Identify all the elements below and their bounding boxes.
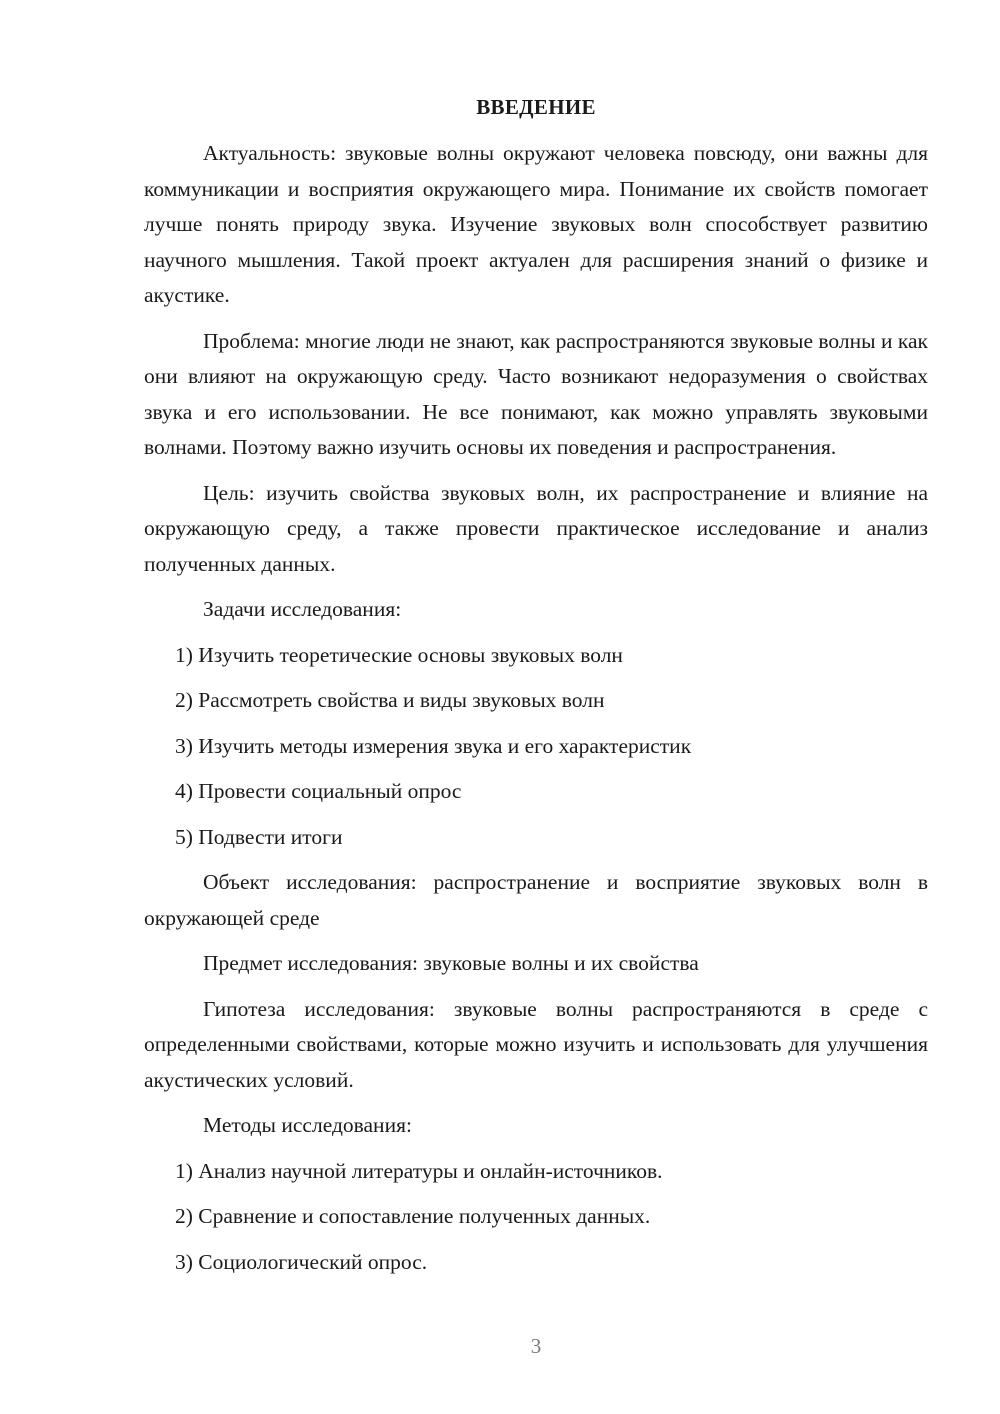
problem-paragraph: Проблема: многие люди не знают, как распространяются звуковые волны и как они влияют на окружающую среду. Часто возникают недоразумения о свойствах звука и его использовании. Не все понимают, как можно управлять звуковыми волнами. Поэтому важно изучить основы их поведения и распространения. <box>144 328 928 459</box>
relevance-paragraph: Актуальность: звуковые волны окружают человека повсюду, они важны для коммуникации и восприятия окружающего мира. Понимание их свойств помогает лучше понять природу звука. Изучение звуковых волн способствует развитию научного мышления. Такой проект актуален для расширения знаний о физике и акустике. <box>144 141 928 307</box>
page-title: ВВЕДЕНИЕ <box>476 95 596 119</box>
subject-paragraph: Предмет исследования: звуковые волны и их свойства <box>203 951 699 975</box>
list-item: 1) Анализ научной литературы и онлайн-источников. <box>175 1158 663 1183</box>
list-item: 5) Подвести итоги <box>175 824 343 849</box>
list-item: 3) Изучить методы измерения звука и его характеристик <box>175 733 692 758</box>
list-item: 2) Рассмотреть свойства и виды звуковых волн <box>175 688 605 712</box>
list-item: 4) Провести социальный опрос <box>175 779 462 803</box>
object-paragraph: Объект исследования: распространение и восприятие звуковых волн в окружающей среде <box>144 870 928 930</box>
tasks-heading: Задачи исследования: <box>203 597 402 621</box>
list-item: 3) Социологический опрос. <box>175 1249 428 1274</box>
methods-heading: Методы исследования: <box>203 1113 412 1137</box>
methods-list <box>144 1154 928 1281</box>
list-item: 2) Сравнение и сопоставление полученных данных. <box>175 1204 651 1228</box>
document-page <box>144 92 928 1280</box>
hypothesis-paragraph: Гипотеза исследования: звуковые волны распространяются в среде с определенными свойствами, которые можно изучить и использовать для улучшения акустических условий. <box>144 996 928 1092</box>
page-number: 3 <box>530 1334 542 1358</box>
list-item: 1) Изучить теоретические основы звуковых волн <box>175 642 623 667</box>
goal-paragraph: Цель: изучить свойства звуковых волн, их распространение и влияние на окружающую среду, а также провести практическое исследование и анализ полученных данных. <box>144 480 928 576</box>
tasks-list <box>144 638 928 856</box>
